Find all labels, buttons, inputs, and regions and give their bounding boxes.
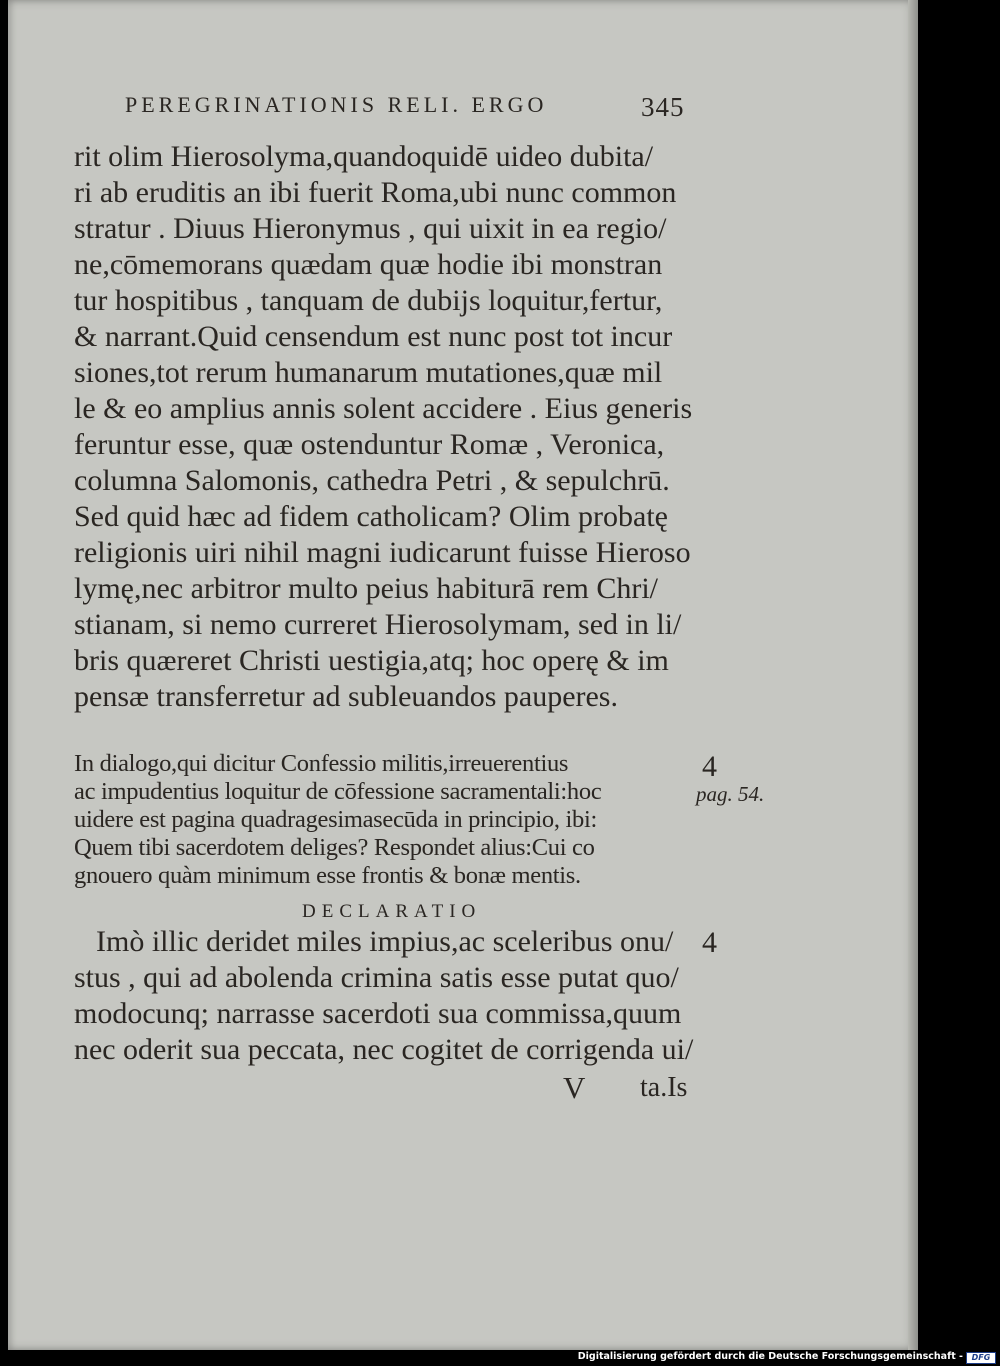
signature-mark: V (563, 1070, 586, 1105)
text-line: pensæ transferretur ad subleuandos pauperes. (74, 680, 618, 713)
text-line: Quem tibi sacerdotem deliges? Respondet alius:Cui co (74, 834, 595, 861)
dfg-logo: DFG (966, 1352, 996, 1364)
text-line: bris quæreret Christi uestigia,atq; hoc operę & im (74, 644, 669, 677)
text-line: siones,tot rerum humanarum mutationes,quæ mil (74, 356, 663, 389)
text-line: stratur . Diuus Hieronymus , qui uixit in ea regio/ (74, 212, 667, 245)
text-line: ac impudentius loquitur de cōfessione sacramentali:hoc (74, 778, 602, 805)
text-line: & narrant.Quid censendum est nunc post tot incur (74, 320, 673, 353)
text-line: religionis uiri nihil magni iudicarunt fuisse Hieroso (74, 536, 691, 569)
catchword: ta.Is (640, 1072, 688, 1103)
text-line: lymę,nec arbitror multo peius habiturā rem Chri/ (74, 572, 659, 605)
text-line: le & eo amplius annis solent accidere . Eius generis (74, 392, 693, 425)
running-header (125, 92, 705, 122)
margin-note-number: 4 (702, 926, 717, 959)
text-line: rit olim Hierosolyma,quandoquidē uideo dubita/ (74, 140, 654, 173)
text-line: columna Salomonis, cathedra Petri , & sepulchrū. (74, 464, 670, 497)
book-page (8, 0, 918, 1350)
text-line: gnouero quàm minimum esse frontis & bonæ mentis. (74, 862, 581, 889)
text-line: feruntur esse, quæ ostenduntur Romæ , Veronica, (74, 428, 665, 461)
text-line: modocunq; narrasse sacerdoti sua commissa,quum (74, 997, 682, 1030)
text-line: Sed quid hæc ad fidem catholicam? Olim probatę (74, 500, 668, 533)
text-line: tur hospitibus , tanquam de dubijs loquitur,fertur, (74, 284, 663, 317)
margin-note-number: 4 (702, 750, 717, 783)
running-title: PEREGRINATIONIS RELI. ERGO (125, 92, 548, 117)
text-line: In dialogo,qui dicitur Confessio militis,irreuerentius (74, 750, 569, 777)
text-line: stianam, si nemo curreret Hierosolymam, sed in li/ (74, 608, 682, 641)
margin-note-reference: pag. 54. (696, 782, 765, 806)
page-number: 345 (641, 92, 685, 122)
text-line: nec oderit sua peccata, nec cogitet de corrigenda ui/ (74, 1033, 694, 1066)
text-line: ri ab eruditis an ibi fuerit Roma,ubi nunc common (74, 176, 677, 209)
text-line: ne,cōmemorans quædam quæ hodie ibi monstran (74, 248, 663, 281)
text-line: Imò illic deridet miles impius,ac sceleribus onu/ (96, 925, 674, 958)
text-line: uidere est pagina quadragesimasecūda in principio, ibi: (74, 806, 598, 833)
text-line: stus , qui ad abolenda crimina satis esse putat quo/ (74, 961, 679, 994)
footer-credit: Digitalisierung gefördert durch die Deutsche Forschungsgemeinschaft - (577, 1351, 963, 1362)
section-heading: DECLARATIO (302, 901, 482, 922)
